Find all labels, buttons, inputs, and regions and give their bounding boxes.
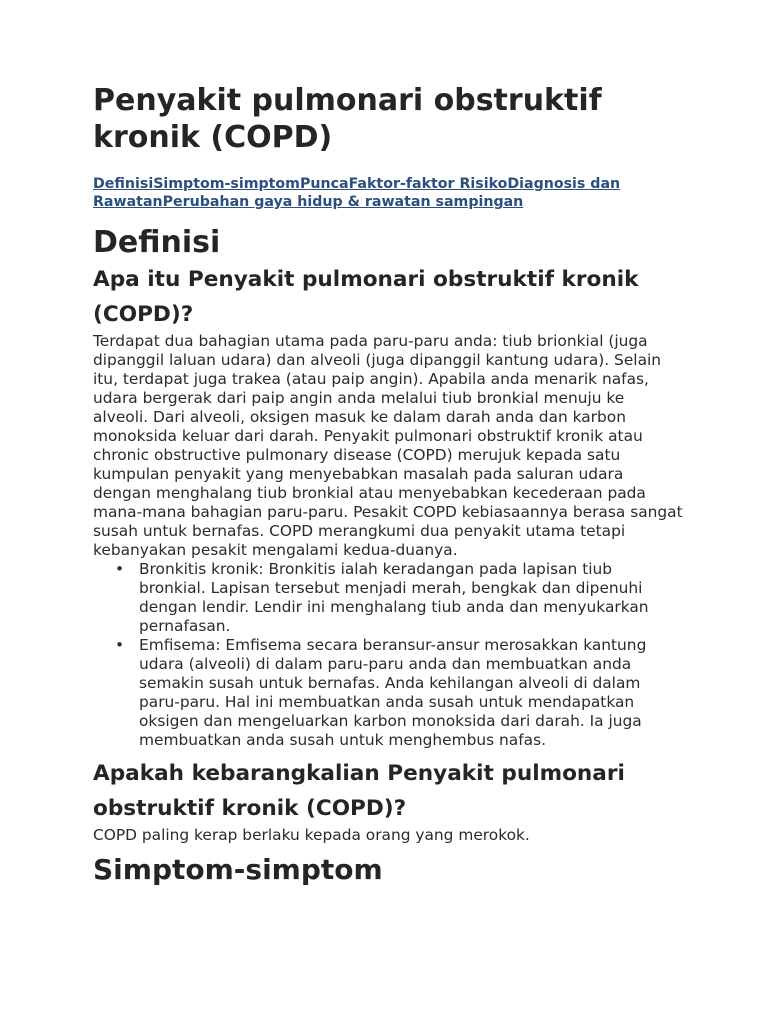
list-item	[93, 636, 679, 750]
list-item-text: Bronkitis kronik: Bronkitis ialah keradangan pada lapisan tiub bronkial. Lapisan tersebut menjadi merah, bengkak dan dipenuhi dengan lendir. Lendir ini menghalang tiub anda dan menyukarkan pernafasan.	[139, 560, 649, 635]
bullet-icon: •	[115, 636, 125, 654]
toc-link-diagnosis[interactable]: Diagnosis dan Rawatan	[93, 176, 621, 210]
table-of-contents	[93, 175, 693, 211]
toc-link-definisi[interactable]: Definisi	[93, 176, 154, 192]
toc-link-faktor-risiko[interactable]: Faktor-faktor Risiko	[348, 176, 508, 192]
subheading-apa-itu-copd: Apa itu Penyakit pulmonari obstruktif kronik (COPD)?	[93, 267, 639, 327]
list-item-text: Emfisema: Emfisema secara beransur-ansur merosakkan kantung udara (alveoli) di dalam paru-paru anda dan membuatkan anda semakin susah untuk bernafas. Anda kehilangan alveoli di dalam paru-paru. Hal ini membuatkan anda susah untuk mendapatkan oksigen dan mengeluarkan karbon monoksida dari darah. Ia juga membuatkan anda susah untuk menghembus nafas.	[139, 636, 647, 749]
toc-link-gaya-hidup[interactable]: Perubahan gaya hidup & rawatan sampingan	[162, 194, 524, 210]
document-page	[93, 82, 693, 887]
toc-link-simptom[interactable]: Simptom-simptom	[153, 176, 300, 192]
page-title: Penyakit pulmonari obstruktif kronik (COPD)	[93, 83, 602, 155]
kebarangkalian-paragraph: COPD paling kerap berlaku kepada orang yang merokok.	[93, 826, 530, 844]
disease-list	[93, 560, 693, 750]
bullet-icon: •	[115, 560, 125, 578]
list-item	[93, 560, 679, 636]
toc-link-punca[interactable]: Punca	[299, 176, 349, 192]
section-heading-simptom: Simptom-simptom	[93, 853, 383, 886]
section-heading-definisi: Definisi	[93, 225, 221, 260]
subheading-kebarangkalian: Apakah kebarangkalian Penyakit pulmonari obstruktif kronik (COPD)?	[93, 761, 625, 821]
definition-paragraph: Terdapat dua bahagian utama pada paru-paru anda: tiub brionkial (juga dipanggil laluan udara) dan alveoli (juga dipanggil kantung udara). Selain itu, terdapat juga trakea (atau paip angin). Apabila anda menarik nafas, udara bergerak dari paip angin anda melalui tiub bronkial menuju ke alveoli. Dari alveoli, oksigen masuk ke dalam darah anda dan karbon monoksida keluar dari darah. Penyakit pulmonari obstruktif kronik atau chronic obstructive pulmonary disease (COPD) merujuk kepada satu kumpulan penyakit yang menyebabkan masalah pada saluran udara dengan menghalang tiub bronkial atau menyebabkan kecederaan pada mana-mana bahagian paru-paru. Pesakit COPD kebiasaannya berasa sangat susah untuk bernafas. COPD merangkumi dua penyakit utama tetapi kebanyakan pesakit mengalami kedua-duanya.	[93, 332, 683, 559]
